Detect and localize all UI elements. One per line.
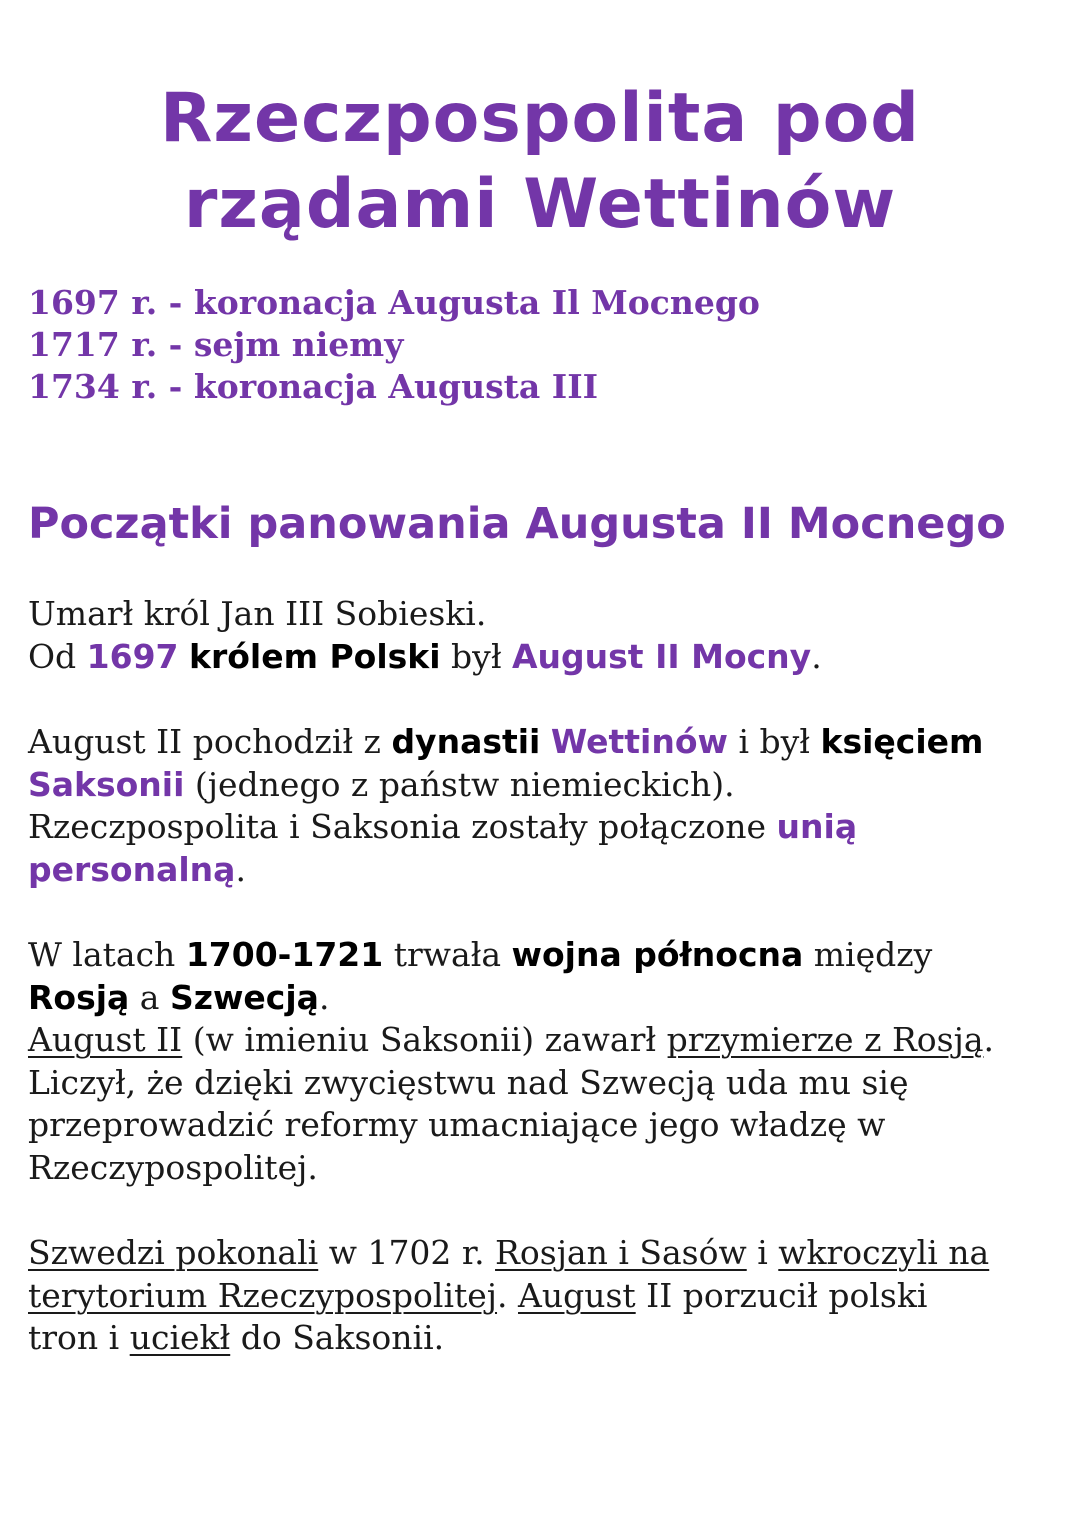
date-item: 1734 r. - koronacja Augusta III xyxy=(28,367,599,406)
underlined-term: Szwedzi pokonali xyxy=(28,1233,319,1272)
text-line xyxy=(28,636,1058,679)
paragraph-4 xyxy=(28,1232,1058,1360)
text-span: (w imieniu Saksonii) zawarł xyxy=(182,1020,667,1059)
text-line: Umarł król Jan III Sobieski. xyxy=(28,594,487,633)
underlined-term: uciekł xyxy=(129,1318,231,1357)
text-line xyxy=(28,1019,1058,1062)
text-line xyxy=(28,977,1058,1020)
text-span xyxy=(179,637,190,676)
underlined-term: wkroczyli na xyxy=(778,1233,990,1272)
underlined-term: Rosjan i Sasów xyxy=(495,1233,747,1272)
text-line: Rzeczypospolitej. xyxy=(28,1147,318,1187)
text-span: i był xyxy=(728,722,821,761)
text-line: przeprowadzić reformy umacniające jego władzę w xyxy=(28,1105,886,1144)
bold-term: księciem xyxy=(820,722,984,761)
text-span: do Saksonii. xyxy=(230,1318,445,1357)
key-dates-list xyxy=(28,282,760,408)
text-line xyxy=(28,806,1058,849)
text-span: a xyxy=(129,977,170,1017)
text-span: . xyxy=(318,977,330,1017)
text-line xyxy=(28,764,1058,807)
bold-term: Rosją xyxy=(28,977,130,1017)
paragraph-2 xyxy=(28,721,1058,891)
text-span: . xyxy=(983,1020,994,1059)
highlight-term: Saksonii xyxy=(28,764,185,804)
text-span: (jednego z państw niemieckich). xyxy=(184,764,735,804)
text-span: tron i xyxy=(28,1318,130,1357)
underlined-term: August xyxy=(518,1275,636,1315)
paragraph-3 xyxy=(28,934,1058,1189)
text-span: August II pochodził z xyxy=(28,722,392,761)
text-span: był xyxy=(440,636,513,676)
bold-term: królem Polski xyxy=(189,636,441,676)
text-line xyxy=(28,1317,1058,1360)
text-span: trwała xyxy=(383,935,512,974)
text-line xyxy=(28,849,1058,892)
highlight-term: Wettinów xyxy=(550,722,728,761)
date-item: 1697 r. - koronacja Augusta Il Mocnego xyxy=(28,283,760,322)
date-item: 1717 r. - sejm niemy xyxy=(28,325,404,364)
text-span xyxy=(540,722,551,761)
paragraph-1 xyxy=(28,593,1058,678)
bold-term: 1700-1721 xyxy=(185,935,384,974)
highlight-term: personalną xyxy=(28,849,236,889)
text-span: między xyxy=(803,935,933,974)
title-line-1: Rzeczpospolita pod xyxy=(160,79,920,158)
underlined-term: August II xyxy=(28,1020,183,1059)
text-span: i xyxy=(746,1233,779,1272)
text-span: Rzeczpospolita i Saksonia zostały połączone xyxy=(28,807,777,846)
highlight-year: 1697 xyxy=(86,636,179,676)
text-span: W latach xyxy=(28,935,186,974)
text-span: Od xyxy=(28,636,87,676)
page-title xyxy=(0,76,1080,248)
text-span: . xyxy=(235,849,246,889)
underlined-term: przymierze z Rosją xyxy=(666,1020,984,1059)
text-span: w 1702 r. xyxy=(318,1233,496,1272)
highlight-term: unią xyxy=(776,807,858,846)
highlight-name: August II Mocny xyxy=(512,636,812,676)
title-line-2: rządami Wettinów xyxy=(183,165,897,244)
bold-term: wojna północna xyxy=(511,935,804,974)
text-span: II porzucił polski xyxy=(635,1275,928,1315)
text-span: . xyxy=(811,636,822,676)
section-heading: Początki panowania Augusta II Mocnego xyxy=(28,499,1006,549)
bold-term: dynastii xyxy=(391,722,541,761)
underlined-term: terytorium Rzeczypospolitej xyxy=(28,1275,498,1315)
text-line xyxy=(28,1232,1058,1275)
text-line xyxy=(28,721,1058,764)
text-line xyxy=(28,934,1058,977)
text-line xyxy=(28,1275,1058,1318)
text-span: . xyxy=(497,1275,519,1315)
text-line: Liczył, że dzięki zwycięstwu nad Szwecją uda mu się xyxy=(28,1062,909,1102)
bold-term: Szwecją xyxy=(169,977,319,1017)
